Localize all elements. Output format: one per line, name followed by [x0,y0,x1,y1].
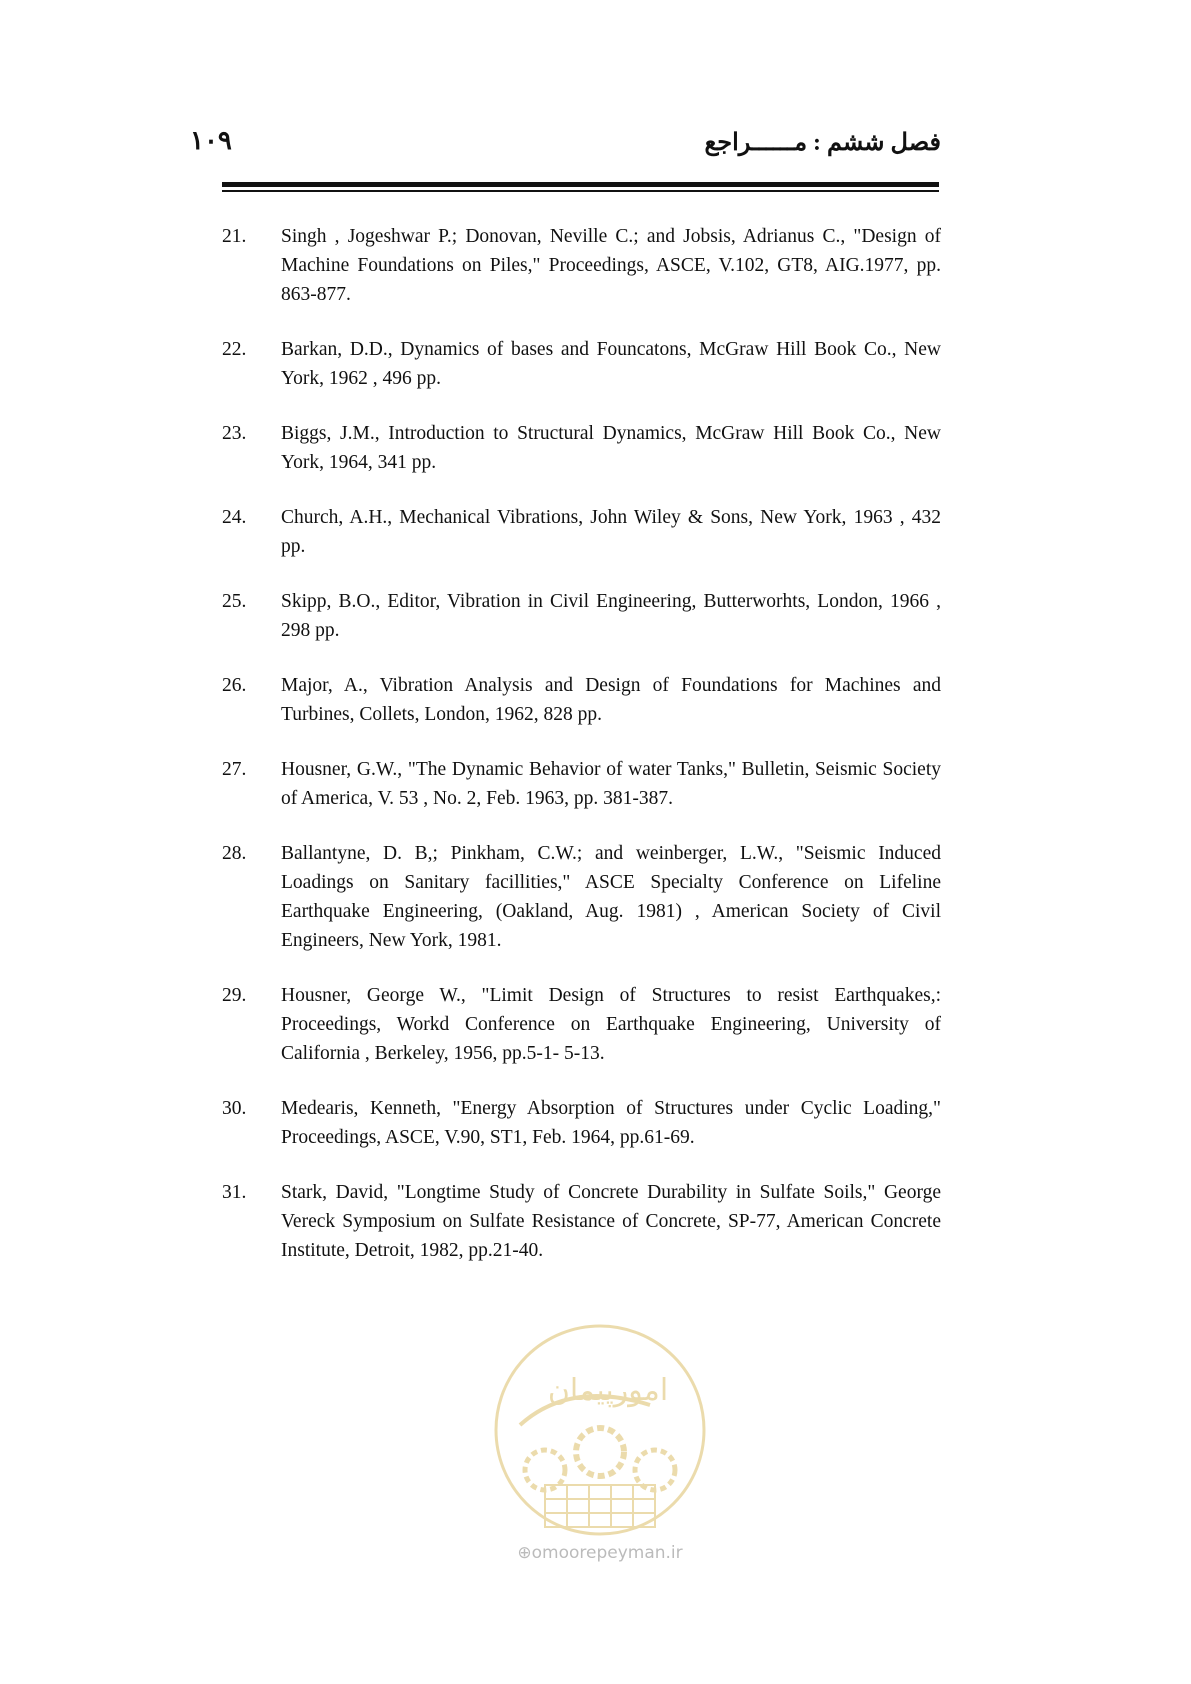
reference-item [222,503,942,561]
reference-text: Barkan, D.D., Dynamics of bases and Founcatons, McGraw Hill Book Co., New York, 1962 , 496 pp. [281,339,941,389]
reference-text: Ballantyne, D. B,; Pinkham, C.W.; and weinberger, L.W., "Seismic Induced Loadings on Sanitary facillities," ASCE Specialty Conference on Lifeline Earthquake Engineering, (Oakland, Aug. 1981) , American Society of Civil Engineers, New York, 1981. [281,843,941,951]
reference-number: 31. [222,1182,247,1203]
reference-number: 22. [222,339,247,360]
reference-text: Church, A.H., Mechanical Vibrations, John Wiley & Sons, New York, 1963 , 432 pp. [281,507,941,557]
reference-list [222,222,942,1291]
reference-item [222,1178,942,1265]
reference-number: 23. [222,423,247,444]
reference-item [222,419,942,477]
reference-item [222,981,942,1068]
reference-item [222,1094,942,1152]
reference-text: Major, A., Vibration Analysis and Design of Foundations for Machines and Turbines, Collets, London, 1962, 828 pp. [281,675,941,725]
watermark-logo-icon [490,1320,710,1540]
header-rule-thick [222,182,939,187]
reference-number: 29. [222,985,247,1006]
chapter-title: فصل ششم : مــــــراجع [704,130,941,156]
reference-item [222,222,942,309]
watermark-site: omoorepeyman.ir [531,1543,683,1563]
reference-number: 25. [222,591,247,612]
reference-text: Stark, David, "Longtime Study of Concrete Durability in Sulfate Soils," George Vereck Symposium on Sulfate Resistance of Concrete, SP-77, American Concrete Institute, Detroit, 1982, pp.21-40. [281,1182,941,1261]
reference-text: Singh , Jogeshwar P.; Donovan, Neville C.; and Jobsis, Adrianus C., "Design of Machine Foundations on Piles," Proceedings, ASCE, V.102, GT8, AIG.1977, pp. 863-877. [281,226,941,305]
watermark-script: امورپیمان [547,1373,669,1408]
reference-item [222,671,942,729]
reference-number: 26. [222,675,247,696]
reference-item [222,755,942,813]
reference-number: 30. [222,1098,247,1119]
reference-number: 28. [222,843,247,864]
reference-number: 21. [222,226,247,247]
reference-item [222,587,942,645]
reference-text: Housner, George W., "Limit Design of Structures to resist Earthquakes,: Proceedings, Workd Conference on Earthquake Engineering, University of California , Berkeley, 1956, pp.5-1- 5-13. [281,985,941,1064]
reference-number: 24. [222,507,247,528]
reference-number: 27. [222,759,247,780]
reference-text: Medearis, Kenneth, "Energy Absorption of Structures under Cyclic Loading," Proceedings, ASCE, V.90, ST1, Feb. 1964, pp.61-69. [281,1098,941,1148]
reference-text: Housner, G.W., "The Dynamic Behavior of water Tanks," Bulletin, Seismic Society of America, V. 53 , No. 2, Feb. 1963, pp. 381-387. [281,759,941,809]
watermark-site-label [490,1543,710,1563]
page-number: ۱۰۹ [190,126,232,155]
header-rule-thin [222,190,939,192]
reference-text: Biggs, J.M., Introduction to Structural Dynamics, McGraw Hill Book Co., New York, 1964, 341 pp. [281,423,941,473]
reference-item [222,839,942,955]
reference-text: Skipp, B.O., Editor, Vibration in Civil Engineering, Butterworhts, London, 1966 , 298 pp. [281,591,941,641]
reference-item [222,335,942,393]
watermark-globe-icon: ⊕ [517,1543,532,1563]
